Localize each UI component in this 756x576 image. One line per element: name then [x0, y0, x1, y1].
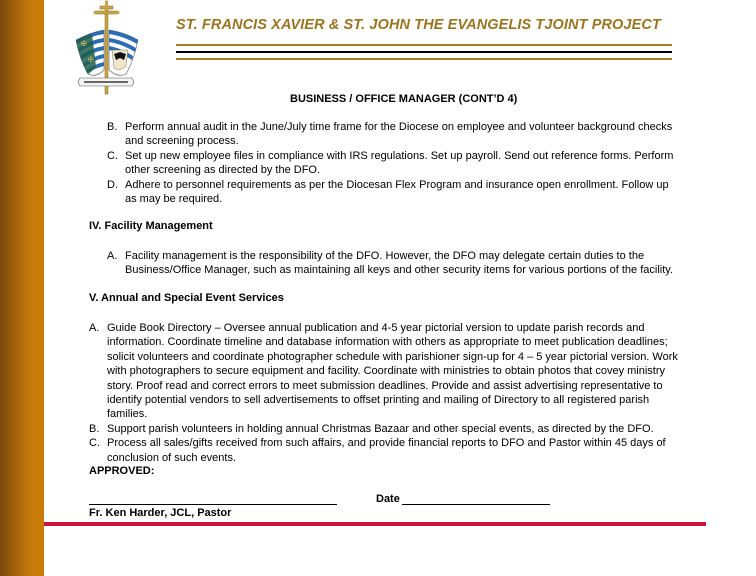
date-label: Date: [376, 493, 400, 505]
black-rule: [176, 51, 672, 53]
item-text-continued: story. Proof read and correct errors to meet submission deadlines. Provide and assist advertising representative to: [107, 379, 663, 392]
item-text-continued: information. Coordinate timeline and database information with others as appropriate to meet publication deadlines;: [107, 336, 668, 349]
list-item: [107, 178, 673, 207]
item-label: C.: [107, 149, 118, 162]
section4-list: [107, 249, 673, 278]
date-line[interactable]: [402, 504, 550, 505]
item-text: Process all sales/gifts received from such affairs, and provide financial reports to DFO and Pastor within 45 days of: [107, 437, 666, 450]
item-text-continued: identify potential vendors to sell advertisements to offset printing and mailing of Directory to all registered parish: [107, 394, 650, 407]
list-item: [89, 436, 678, 465]
item-text-continued: Business/Office Manager, such as maintaining all keys and other security items for various portions of the facility.: [125, 264, 674, 277]
svg-text:✠: ✠: [88, 56, 94, 64]
gold-rule: [176, 58, 672, 60]
item-text-continued: solicit volunteers and coordinate photographer schedule with parishioner sign-up for 4 – 5 year pictorial version. Work: [107, 350, 678, 363]
list-item: [89, 422, 678, 436]
section-heading-event-services: V. Annual and Special Event Services: [89, 292, 284, 304]
item-text-continued: as may be required.: [125, 193, 223, 206]
item-text-continued: with photographers to secure equipment and facility. Coordinate with ministries to obtain photos that covey ministry: [107, 365, 666, 378]
item-text: Perform annual audit in the June/July time frame for the Diocese on employee and volunteer background checks: [125, 121, 673, 133]
item-text: Support parish volunteers in holding annual Christmas Bazaar and other special events, as directed by the DFO.: [107, 422, 654, 435]
signer-name: Fr. Ken Harder, JCL, Pastor: [89, 507, 232, 519]
section-heading-facility-management: IV. Facility Management: [89, 220, 213, 232]
page-subtitle: BUSINESS / OFFICE MANAGER (CONT’D 4): [290, 93, 518, 105]
item-text-continued: families.: [107, 408, 148, 421]
item-label: B.: [107, 121, 118, 133]
item-label: A.: [89, 322, 100, 334]
item-text: Guide Book Directory – Oversee annual publication and 4-5 year pictorial version to update parish records and: [107, 322, 645, 334]
header-divider-rules: [176, 44, 672, 65]
diocesan-coat-of-arms-icon: [66, 0, 148, 96]
svg-text:✠: ✠: [81, 40, 87, 48]
section3-list: [107, 120, 673, 206]
footer-red-rule: [44, 522, 706, 526]
gold-rule: [176, 44, 672, 46]
item-label: A.: [107, 250, 118, 262]
list-item: [89, 321, 678, 422]
section5-list: [89, 321, 678, 465]
sidebar-accent-bar: [0, 0, 44, 576]
item-label: C.: [89, 437, 100, 450]
item-label: B.: [89, 422, 100, 435]
item-text: Set up new employee files in compliance with IRS regulations. Set up payroll. Send out reference forms. Perform: [125, 149, 674, 162]
item-text-continued: other screening as directed by the DFO.: [125, 164, 321, 177]
list-item: [107, 149, 673, 178]
list-item: [107, 120, 673, 149]
list-item: [107, 249, 673, 278]
document-header-title: ST. FRANCIS XAVIER & ST. JOHN THE EVANGELIS TJOINT PROJECT: [176, 17, 661, 33]
item-label: D.: [107, 178, 118, 191]
item-text: Adhere to personnel requirements as per the Diocesan Flex Program and insurance open enrollment. Follow up: [125, 178, 669, 191]
item-text-continued: and screening process.: [125, 135, 239, 148]
approved-label: APPROVED:: [89, 465, 155, 477]
signature-line[interactable]: [89, 504, 337, 505]
item-text-continued: conclusion of such events.: [107, 451, 237, 464]
item-text: Facility management is the responsibility of the DFO. However, the DFO may delegate certain duties to the: [125, 250, 645, 262]
